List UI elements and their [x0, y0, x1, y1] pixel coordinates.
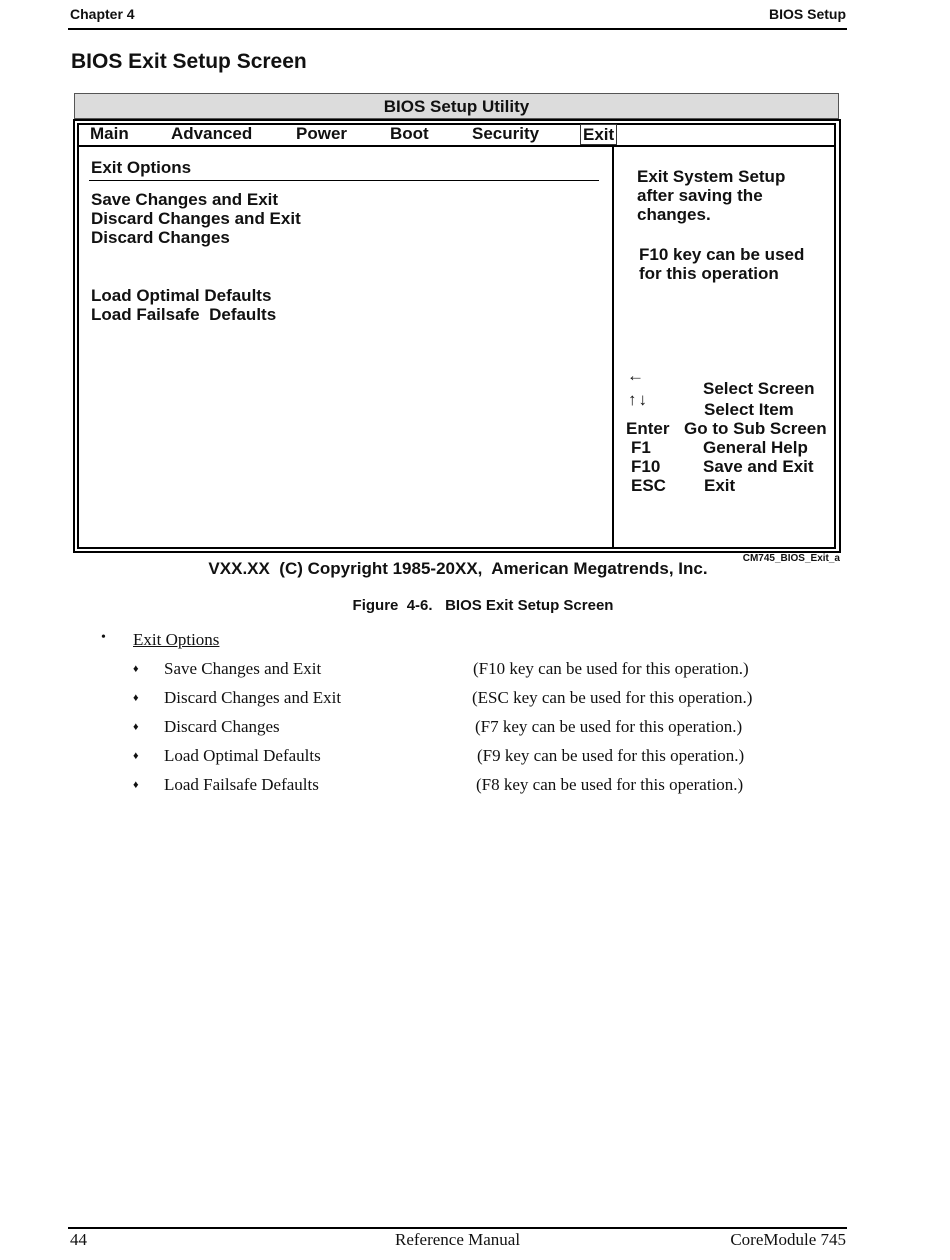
option-load-optimal-defaults[interactable]: Load Optimal Defaults — [91, 286, 272, 305]
bullet-icon: • — [101, 630, 106, 645]
key-desc-general-help: General Help — [703, 438, 808, 457]
figure-id-label: CM745_BIOS_Exit_a — [742, 553, 840, 564]
option-discard-changes[interactable]: Discard Changes — [91, 228, 230, 247]
help-text-line: for this operation — [639, 264, 779, 283]
footer-product-name: CoreModule 745 — [730, 1230, 846, 1249]
pane-divider — [612, 146, 614, 549]
help-text-line: F10 key can be used — [639, 245, 805, 264]
key-f10: F10 — [631, 457, 661, 476]
exit-options-rule — [89, 180, 599, 181]
option-save-changes-exit[interactable]: Save Changes and Exit — [91, 190, 279, 209]
menu-exit-selected[interactable]: Exit — [580, 124, 617, 145]
diamond-bullet-icon: ♦ — [133, 750, 139, 762]
diamond-bullet-icon: ♦ — [133, 721, 139, 733]
option-load-failsafe-defaults[interactable]: Load Failsafe Defaults — [91, 305, 277, 324]
up-down-arrow-icon: ↑↓ — [628, 390, 649, 409]
chapter-label: Chapter 4 — [70, 6, 135, 22]
page-title: BIOS Exit Setup Screen — [71, 50, 307, 73]
key-desc-save-exit: Save and Exit — [703, 457, 814, 476]
diamond-bullet-icon: ♦ — [133, 779, 139, 791]
diamond-bullet-icon: ♦ — [133, 692, 139, 704]
exit-options-heading: Exit Options — [91, 158, 192, 177]
list-item-note: (F7 key can be used for this operation.) — [475, 717, 743, 736]
list-item-note: (F8 key can be used for this operation.) — [476, 775, 744, 794]
list-item-note: (F9 key can be used for this operation.) — [477, 746, 745, 765]
key-desc-select-item: Select Item — [704, 400, 794, 419]
bios-copyright: VXX.XX (C) Copyright 1985-20XX, American Megatrends, Inc. — [208, 559, 708, 578]
help-text-line: changes. — [637, 205, 711, 224]
key-f1: F1 — [631, 438, 651, 457]
list-item-label: Load Failsafe Defaults — [164, 775, 319, 794]
menu-advanced[interactable]: Advanced — [171, 124, 253, 143]
option-discard-changes-exit[interactable]: Discard Changes and Exit — [91, 209, 301, 228]
list-item-label: Save Changes and Exit — [164, 659, 322, 678]
key-esc: ESC — [631, 476, 666, 495]
bios-title-bar: BIOS Setup Utility — [74, 93, 839, 119]
list-item-note: (ESC key can be used for this operation.) — [472, 688, 753, 707]
list-item-label: Load Optimal Defaults — [164, 746, 321, 765]
section-label: BIOS Setup — [768, 6, 846, 22]
menu-main[interactable]: Main — [90, 124, 129, 143]
help-text-line: after saving the — [637, 186, 763, 205]
diamond-bullet-icon: ♦ — [133, 663, 139, 675]
key-desc-exit: Exit — [704, 476, 736, 495]
key-desc-sub-screen: Go to Sub Screen — [684, 419, 827, 438]
list-item-note: (F10 key can be used for this operation.) — [473, 659, 749, 678]
list-item-label: Discard Changes — [164, 717, 280, 736]
key-enter: Enter — [626, 419, 670, 438]
header-rule — [68, 28, 847, 30]
footer-doc-title: Reference Manual — [395, 1230, 521, 1249]
page-number: 44 — [70, 1230, 87, 1249]
menu-boot[interactable]: Boot — [390, 124, 429, 143]
left-arrow-icon: ← — [627, 366, 644, 385]
help-text-line: Exit System Setup — [637, 167, 786, 186]
menu-divider — [77, 145, 836, 147]
list-heading: Exit Options — [133, 630, 220, 649]
figure-caption: Figure 4-6. BIOS Exit Setup Screen — [352, 597, 614, 614]
key-desc-select-screen: Select Screen — [703, 379, 815, 398]
footer-rule — [68, 1227, 847, 1229]
list-item-label: Discard Changes and Exit — [164, 688, 342, 707]
menu-power[interactable]: Power — [296, 124, 348, 143]
menu-security[interactable]: Security — [472, 124, 540, 143]
